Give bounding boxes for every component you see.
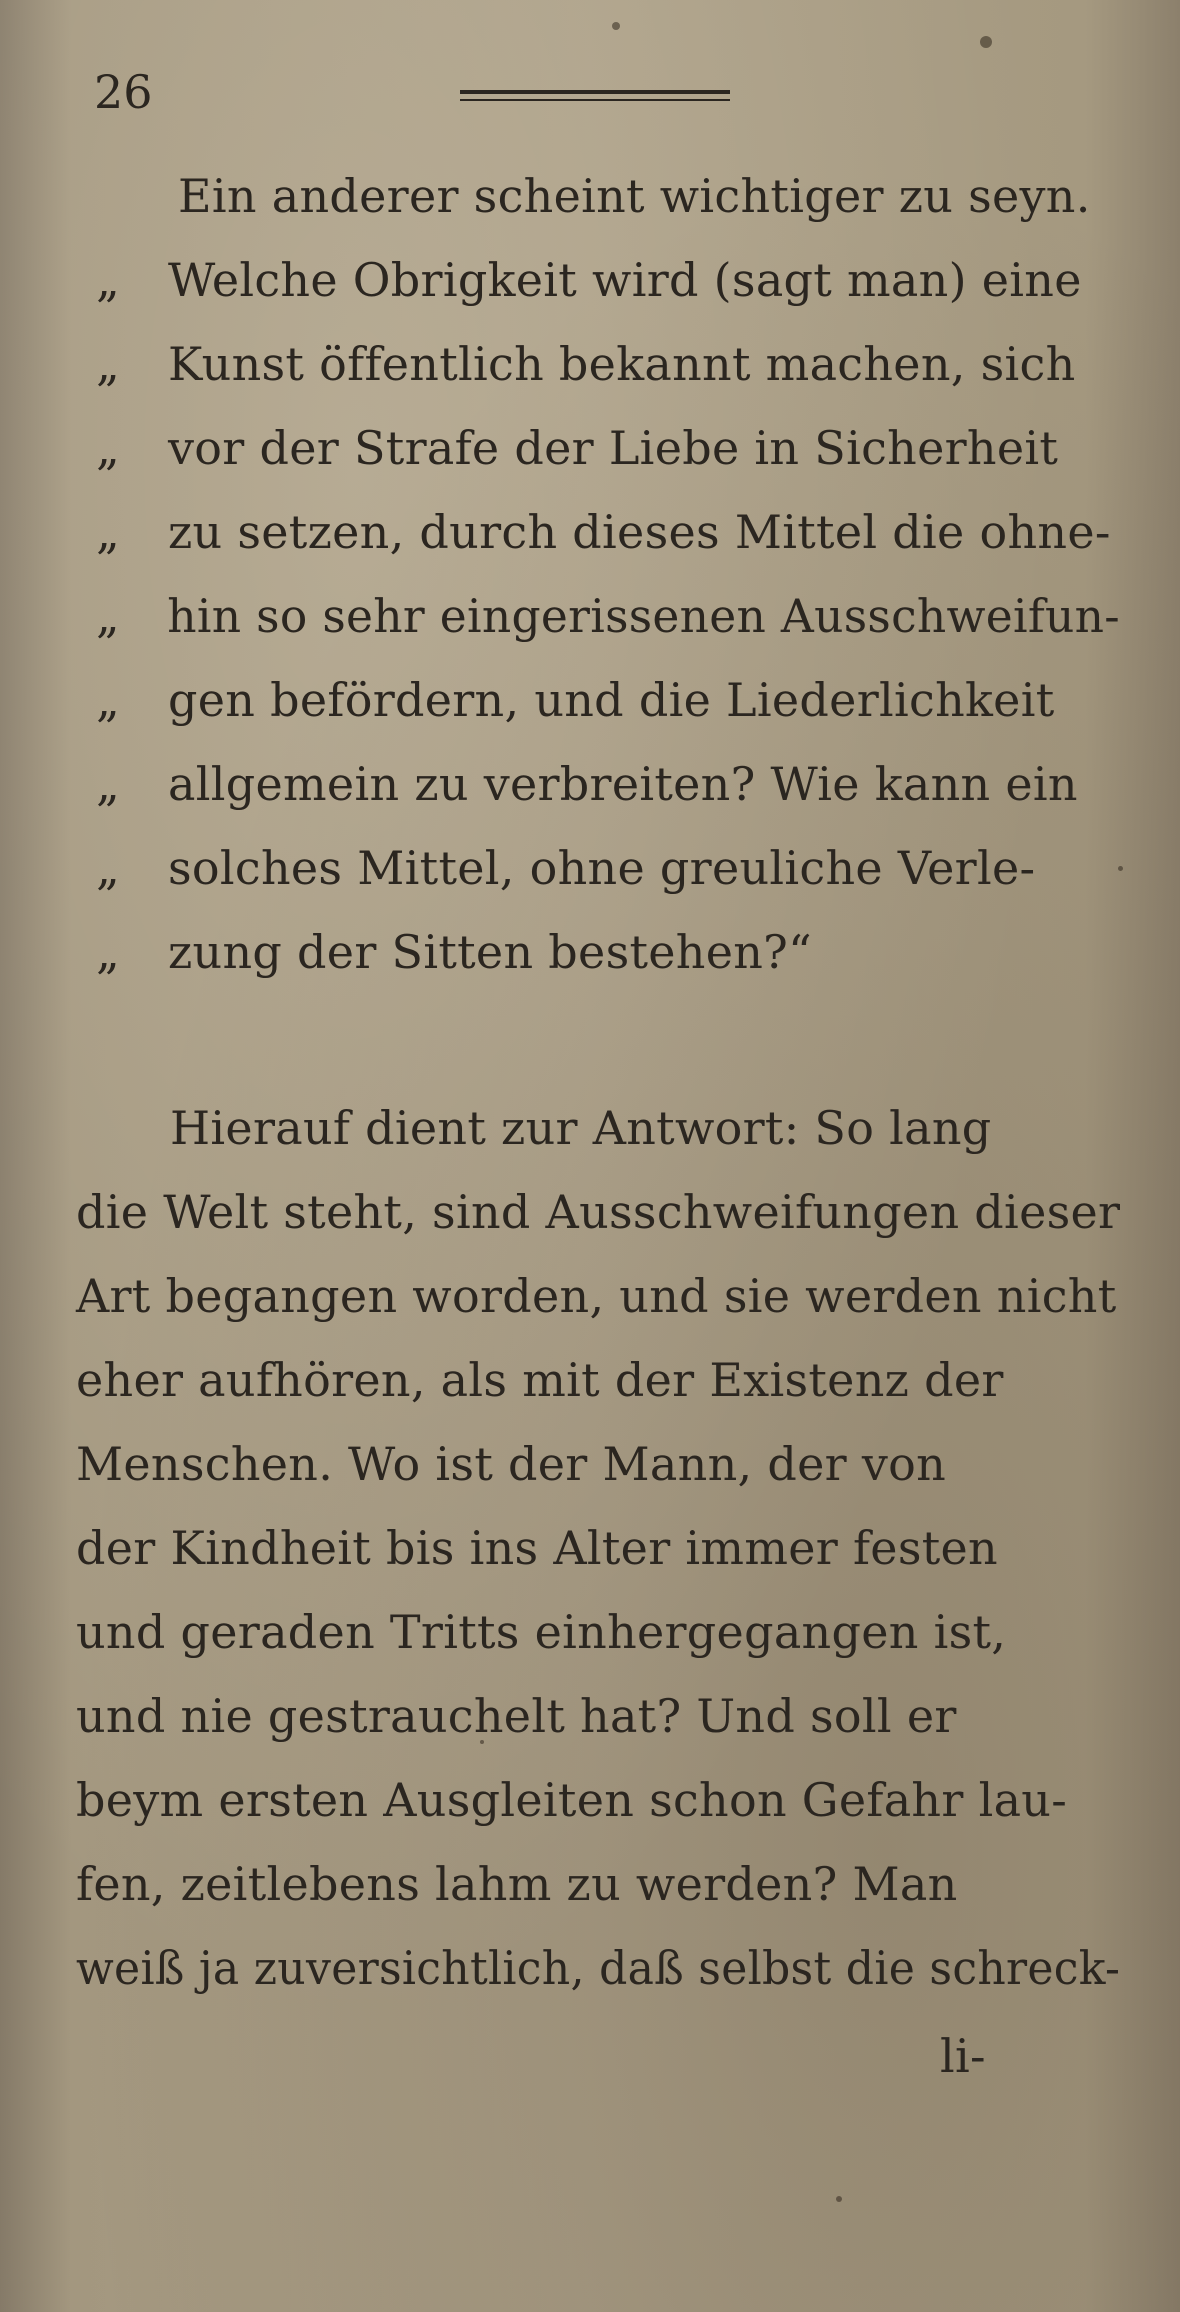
quote-mark: „ — [96, 925, 121, 979]
text-line — [96, 586, 1120, 646]
text-line: und nie gestrauchelt hat? Und soll er — [76, 1689, 957, 1743]
line-text: zung der Sitten bestehen?“ — [168, 925, 812, 979]
text-line — [96, 418, 1058, 478]
text-line — [96, 502, 1111, 562]
paper-speck — [612, 22, 620, 30]
text-line: die Welt steht, sind Ausschweifungen dieser — [76, 1185, 1121, 1239]
text-line: fen, zeitlebens lahm zu werden? Man — [76, 1857, 958, 1911]
text-line — [178, 166, 1091, 226]
text-line — [96, 838, 1035, 898]
line-text: gen befördern, und die Liederlichkeit — [168, 673, 1055, 727]
line-text: Kunst öffentlich bekannt machen, sich — [168, 337, 1076, 391]
header-rule-thin — [460, 99, 730, 101]
catchword: li- — [940, 2029, 986, 2083]
text-line — [96, 250, 1082, 310]
text-line — [96, 670, 1055, 730]
header-rule — [460, 90, 730, 104]
paper-speck — [1118, 866, 1123, 871]
text-line: weiß ja zuversichtlich, daß selbst die schreck- — [76, 1941, 1121, 1995]
quote-mark: „ — [96, 841, 121, 895]
quote-mark: „ — [96, 589, 120, 643]
header-rule-thick — [460, 90, 730, 94]
line-text: solches Mittel, ohne greuliche Verle- — [168, 841, 1036, 895]
text-line — [96, 334, 1076, 394]
quote-mark: „ — [96, 505, 121, 559]
line-text: hin so sehr eingerissenen Ausschweifun- — [167, 589, 1120, 643]
quote-mark: „ — [96, 421, 121, 475]
line-text: zu setzen, durch dieses Mittel die ohne- — [168, 505, 1111, 559]
line-text: allgemein zu verbreiten? Wie kann ein — [168, 757, 1078, 811]
text-line: Hierauf dient zur Antwort: So lang — [170, 1101, 992, 1155]
paper-speck — [980, 36, 992, 48]
quote-mark: „ — [96, 757, 121, 811]
quote-mark: „ — [96, 673, 121, 727]
page-number: 26 — [94, 65, 153, 119]
paper-speck — [836, 2196, 842, 2202]
text-line: und geraden Tritts einhergegangen ist, — [76, 1605, 1007, 1659]
quote-mark: „ — [96, 253, 121, 307]
text-line — [96, 922, 812, 982]
text-line: beym ersten Ausgleiten schon Gefahr lau- — [76, 1773, 1068, 1827]
text-line: Art begangen worden, und sie werden nicht — [76, 1269, 1117, 1323]
text-line: Menschen. Wo ist der Mann, der von — [76, 1437, 947, 1491]
quote-mark: „ — [96, 337, 121, 391]
line-text: Ein anderer scheint wichtiger zu seyn. — [178, 169, 1091, 223]
text-line: der Kindheit bis ins Alter immer festen — [76, 1521, 998, 1575]
line-text: Welche Obrigkeit wird (sagt man) eine — [168, 253, 1082, 307]
text-line: eher aufhören, als mit der Existenz der — [76, 1353, 1004, 1407]
line-text: vor der Strafe der Liebe in Sicherheit — [168, 421, 1059, 475]
text-line — [96, 754, 1078, 814]
